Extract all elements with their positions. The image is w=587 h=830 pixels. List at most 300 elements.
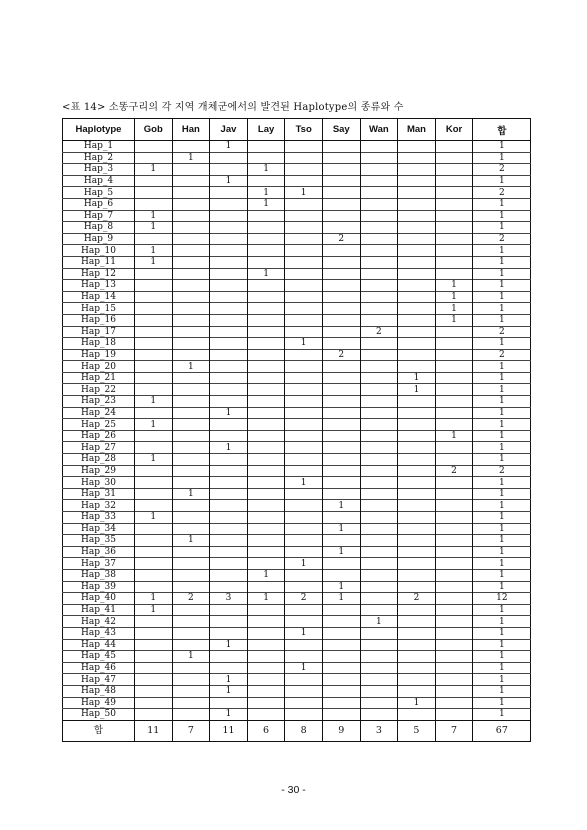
haplotype-label: Hap_48 [63,685,135,697]
table-cell [135,477,173,489]
table-cell [360,535,398,547]
table-cell [172,523,210,535]
table-cell: 1 [435,280,473,292]
table-cell [172,384,210,396]
table-cell: 1 [210,674,248,686]
table-cell [135,674,173,686]
table-cell [135,569,173,581]
table-cell [247,627,285,639]
table-cell [285,256,323,268]
table-cell [135,639,173,651]
table-cell [135,662,173,674]
table-cell [247,500,285,512]
table-cell [247,314,285,326]
haplotype-label: Hap_29 [63,465,135,477]
table-cell [247,454,285,466]
table-cell [435,245,473,257]
table-caption: <표 14> 소똥구리의 각 지역 개체군에서의 발견된 Haplotype의 종류와 수 [62,102,404,113]
table-cell [398,314,436,326]
haplotype-label: Hap_27 [63,442,135,454]
haplotype-label: Hap_5 [63,187,135,199]
table-cell [135,384,173,396]
table-cell [135,314,173,326]
table-cell [247,233,285,245]
table-cell [285,500,323,512]
total-cell: 6 [247,720,285,741]
table-cell: 2 [473,326,531,338]
table-cell [360,465,398,477]
table-cell [135,430,173,442]
table-cell [247,361,285,373]
table-cell: 1 [473,407,531,419]
table-cell [360,256,398,268]
table-cell [435,442,473,454]
table-cell [247,384,285,396]
table-row [63,326,531,338]
column-header: Kor [435,119,473,141]
table-cell [285,314,323,326]
table-cell [398,674,436,686]
table-row [63,697,531,709]
haplotype-label: Hap_26 [63,430,135,442]
total-cell: 11 [135,720,173,741]
table-cell [285,697,323,709]
table-cell [398,141,436,153]
table-cell [322,685,360,697]
table-cell [285,349,323,361]
table-cell [360,314,398,326]
column-header: Wan [360,119,398,141]
table-cell: 2 [172,593,210,605]
table-cell [172,198,210,210]
table-cell [172,141,210,153]
table-cell [360,187,398,199]
table-row [63,685,531,697]
column-header: Lay [247,119,285,141]
table-cell [398,604,436,616]
table-cell: 1 [473,477,531,489]
table-cell [435,396,473,408]
table-row [63,488,531,500]
table-cell [360,662,398,674]
table-cell [135,280,173,292]
table-cell: 1 [473,604,531,616]
table-cell: 1 [210,141,248,153]
total-cell: 7 [172,720,210,741]
table-cell [360,164,398,176]
table-cell [135,349,173,361]
table-cell [435,512,473,524]
table-cell: 1 [473,639,531,651]
table-cell [210,535,248,547]
table-cell [398,430,436,442]
table-cell [322,651,360,663]
table-cell [247,430,285,442]
haplotype-label: Hap_2 [63,152,135,164]
table-cell [322,674,360,686]
table-cell [360,674,398,686]
table-cell [172,222,210,234]
table-cell [135,407,173,419]
table-cell [172,245,210,257]
table-row [63,593,531,605]
table-cell [435,558,473,570]
table-cell: 1 [398,384,436,396]
table-cell [172,454,210,466]
table-cell [247,639,285,651]
table-cell [210,361,248,373]
table-row [63,222,531,234]
table-cell [322,697,360,709]
total-cell: 67 [473,720,531,741]
table-cell: 1 [473,651,531,663]
table-cell [398,303,436,315]
table-cell [360,280,398,292]
table-cell [247,709,285,721]
table-cell [172,372,210,384]
table-row [63,651,531,663]
table-cell [398,396,436,408]
table-cell [285,419,323,431]
table-cell [135,535,173,547]
table-cell [360,558,398,570]
table-cell [435,546,473,558]
table-cell [247,256,285,268]
table-cell: 1 [285,187,323,199]
table-cell [247,372,285,384]
table-cell [322,535,360,547]
table-cell [135,523,173,535]
table-cell [398,512,436,524]
table-cell [435,152,473,164]
table-cell [435,569,473,581]
table-cell [360,500,398,512]
table-cell: 2 [360,326,398,338]
table-cell [135,627,173,639]
table-cell [360,222,398,234]
table-cell [247,616,285,628]
table-cell [285,152,323,164]
table-cell: 1 [473,280,531,292]
haplotype-label: Hap_13 [63,280,135,292]
table-cell [285,709,323,721]
table-cell [322,454,360,466]
table-cell [247,697,285,709]
table-cell [135,558,173,570]
table-row [63,338,531,350]
table-cell [322,280,360,292]
table-cell: 1 [135,256,173,268]
table-cell [210,569,248,581]
table-cell [398,581,436,593]
table-cell [172,175,210,187]
table-cell [435,662,473,674]
table-cell [247,407,285,419]
table-cell [210,512,248,524]
table-cell [398,662,436,674]
table-row [63,546,531,558]
haplotype-label: Hap_45 [63,651,135,663]
table-cell [210,627,248,639]
table-cell: 1 [172,488,210,500]
table-cell: 1 [247,593,285,605]
haplotype-label: Hap_49 [63,697,135,709]
table-cell [210,280,248,292]
table-cell [398,558,436,570]
table-cell [172,407,210,419]
table-cell: 1 [473,361,531,373]
table-cell: 1 [473,152,531,164]
table-cell [210,697,248,709]
table-cell: 2 [473,233,531,245]
table-cell: 2 [473,465,531,477]
table-cell [398,546,436,558]
table-cell [322,442,360,454]
table-cell [135,546,173,558]
table-cell [398,245,436,257]
table-cell: 1 [473,303,531,315]
table-cell [360,291,398,303]
table-row [63,361,531,373]
table-row [63,535,531,547]
table-cell [172,314,210,326]
table-cell: 1 [473,697,531,709]
table-cell [210,616,248,628]
table-cell [172,500,210,512]
table-cell [398,326,436,338]
table-cell [398,164,436,176]
table-row [63,419,531,431]
table-row [63,709,531,721]
table-cell [435,256,473,268]
table-cell [247,245,285,257]
table-cell [285,604,323,616]
table-row [63,442,531,454]
table-cell [172,477,210,489]
table-cell [360,384,398,396]
table-cell [210,558,248,570]
table-cell: 1 [435,314,473,326]
table-row [63,187,531,199]
table-cell [435,639,473,651]
table-cell [135,326,173,338]
table-cell [398,651,436,663]
haplotype-label: Hap_11 [63,256,135,268]
table-cell: 1 [210,685,248,697]
table-row [63,314,531,326]
table-cell: 1 [473,372,531,384]
table-cell: 1 [322,546,360,558]
table-cell [322,152,360,164]
haplotype-label: Hap_42 [63,616,135,628]
table-cell [398,407,436,419]
haplotype-label: Hap_47 [63,674,135,686]
table-cell [247,477,285,489]
table-row [63,581,531,593]
table-cell [360,651,398,663]
table-cell [360,349,398,361]
table-cell [398,187,436,199]
table-cell [210,488,248,500]
column-header: Say [322,119,360,141]
table-cell [435,222,473,234]
table-cell [398,210,436,222]
table-cell [398,442,436,454]
table-cell [360,141,398,153]
table-cell [172,349,210,361]
table-cell: 12 [473,593,531,605]
haplotype-label: Hap_1 [83,141,114,152]
haplotype-label: Hap_25 [63,419,135,431]
table-cell [247,280,285,292]
table-row [63,256,531,268]
table-cell [360,442,398,454]
table-cell [322,326,360,338]
table-cell [435,454,473,466]
column-header: Han [172,119,210,141]
table-cell [285,141,323,153]
table-row [63,245,531,257]
table-cell [247,396,285,408]
table-cell [172,187,210,199]
haplotype-label: Hap_10 [63,245,135,257]
table-cell [247,512,285,524]
table-cell [172,326,210,338]
table-cell [360,569,398,581]
table-cell [360,210,398,222]
table-cell [360,477,398,489]
table-cell [322,407,360,419]
table-cell: 1 [398,372,436,384]
table-cell [398,233,436,245]
table-row [63,407,531,419]
table-cell [172,512,210,524]
table-cell: 1 [247,268,285,280]
table-cell [322,627,360,639]
table-cell: 1 [210,442,248,454]
table-row [63,569,531,581]
table-cell [247,222,285,234]
table-cell [322,291,360,303]
table-cell [247,674,285,686]
table-cell [210,303,248,315]
haplotype-label: Hap_24 [63,407,135,419]
haplotype-label: Hap_6 [63,198,135,210]
table-cell: 1 [473,396,531,408]
table-cell [172,256,210,268]
table-cell: 1 [473,210,531,222]
table-cell [398,465,436,477]
table-cell [435,210,473,222]
table-cell [247,465,285,477]
table-cell [135,442,173,454]
table-cell [322,361,360,373]
table-cell [247,442,285,454]
table-cell [172,233,210,245]
table-cell [247,210,285,222]
haplotype-label: Hap_30 [63,477,135,489]
table-cell [398,454,436,466]
table-cell: 1 [473,198,531,210]
table-cell: 1 [473,709,531,721]
table-cell [360,685,398,697]
table-cell [210,256,248,268]
table-cell [172,616,210,628]
table-row [63,372,531,384]
table-cell [360,245,398,257]
table-cell [135,291,173,303]
haplotype-label: Hap_3 [63,164,135,176]
haplotype-label: Hap_44 [63,639,135,651]
column-header: Gob [135,119,173,141]
table-cell: 1 [322,593,360,605]
table-cell [285,164,323,176]
table-cell [435,709,473,721]
table-row [63,210,531,222]
haplotype-label: Hap_34 [63,523,135,535]
table-cell: 1 [135,419,173,431]
table-cell [360,372,398,384]
table-cell: 1 [473,662,531,674]
table-cell [285,175,323,187]
table-cell [285,222,323,234]
table-cell [360,546,398,558]
table-cell [172,581,210,593]
table-row [63,604,531,616]
table-cell: 1 [135,164,173,176]
table-cell [247,662,285,674]
table-cell [172,430,210,442]
table-cell [210,396,248,408]
table-cell [322,222,360,234]
table-cell [210,210,248,222]
table-cell: 1 [473,291,531,303]
table-cell [435,477,473,489]
table-cell [435,535,473,547]
table-cell [285,372,323,384]
table-cell [285,442,323,454]
table-cell [322,338,360,350]
table-cell [135,616,173,628]
table-cell [247,685,285,697]
table-cell [210,233,248,245]
table-cell [360,581,398,593]
table-cell [360,175,398,187]
table-cell: 1 [473,314,531,326]
table-cell [398,198,436,210]
haplotype-label: Hap_32 [63,500,135,512]
table-cell [435,338,473,350]
table-cell: 2 [473,187,531,199]
table-row [63,198,531,210]
table-row [63,465,531,477]
table-cell: 1 [247,569,285,581]
table-cell: 1 [473,430,531,442]
table-cell: 1 [210,407,248,419]
table-cell [398,361,436,373]
haplotype-label: Hap_46 [63,662,135,674]
table-cell: 2 [473,349,531,361]
table-cell [435,233,473,245]
table-cell: 1 [473,245,531,257]
table-cell [360,338,398,350]
table-cell [210,546,248,558]
table-cell [322,709,360,721]
table-cell: 1 [135,396,173,408]
table-cell [435,685,473,697]
table-cell [285,291,323,303]
table-cell [398,222,436,234]
